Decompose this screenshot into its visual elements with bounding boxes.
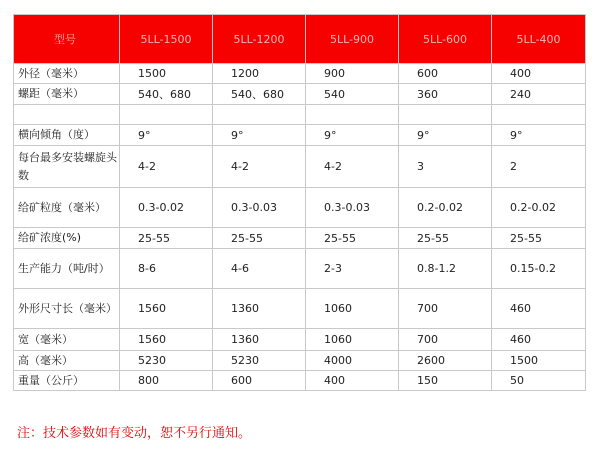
row-pitch — [14, 84, 586, 105]
table-cell: 5230 — [213, 351, 306, 371]
header-5ll-900: 5LL-900 — [306, 15, 399, 64]
header-5ll-400: 5LL-400 — [492, 15, 586, 64]
table-cell: 1060 — [306, 329, 399, 351]
table-cell: 25-55 — [399, 228, 492, 249]
table-cell: 240 — [492, 84, 586, 105]
table-cell: 9° — [306, 125, 399, 146]
table-cell: 4-2 — [306, 146, 399, 188]
row-label: 螺距（毫米） — [14, 84, 120, 105]
table-cell: 700 — [399, 329, 492, 351]
table-cell: 600 — [213, 371, 306, 391]
table-cell: 0.3-0.03 — [306, 188, 399, 228]
row-label: 横向倾角（度） — [14, 125, 120, 146]
table-cell — [120, 105, 213, 125]
table-cell: 1560 — [120, 329, 213, 351]
table-cell: 2 — [492, 146, 586, 188]
table-cell: 1060 — [306, 289, 399, 329]
row-outer-diameter — [14, 64, 586, 84]
table-cell: 2600 — [399, 351, 492, 371]
table-cell: 9° — [399, 125, 492, 146]
table-cell: 0.3-0.03 — [213, 188, 306, 228]
row-weight — [14, 371, 586, 391]
header-row — [14, 15, 586, 64]
table-cell: 5230 — [120, 351, 213, 371]
table-cell: 0.3-0.02 — [120, 188, 213, 228]
spec-table — [13, 14, 586, 391]
table-cell — [213, 105, 306, 125]
table-cell: 540、680 — [120, 84, 213, 105]
table-cell — [399, 105, 492, 125]
table-cell: 540、680 — [213, 84, 306, 105]
table-cell: 1360 — [213, 329, 306, 351]
table-cell: 540 — [306, 84, 399, 105]
table-cell: 460 — [492, 329, 586, 351]
row-height — [14, 351, 586, 371]
header-5ll-1200: 5LL-1200 — [213, 15, 306, 64]
table-cell: 360 — [399, 84, 492, 105]
table-cell: 25-55 — [492, 228, 586, 249]
table-cell: 600 — [399, 64, 492, 84]
table-cell: 4000 — [306, 351, 399, 371]
table-cell: 8-6 — [120, 249, 213, 289]
table-cell: 1360 — [213, 289, 306, 329]
row-max-spiral-heads — [14, 146, 586, 188]
row-length — [14, 289, 586, 329]
row-label: 给矿粒度（毫米） — [14, 188, 120, 228]
table-cell: 3 — [399, 146, 492, 188]
table-cell: 0.2-0.02 — [492, 188, 586, 228]
table-cell: 4-2 — [120, 146, 213, 188]
table-cell: 25-55 — [306, 228, 399, 249]
row-label: 生产能力（吨/时） — [14, 249, 120, 289]
row-label: 外径（毫米） — [14, 64, 120, 84]
table-cell: 900 — [306, 64, 399, 84]
table-cell: 400 — [306, 371, 399, 391]
row-label: 重量（公斤） — [14, 371, 120, 391]
row-blank — [14, 105, 586, 125]
table-cell: 9° — [492, 125, 586, 146]
header-model: 型号 — [14, 15, 120, 64]
row-label: 给矿浓度(%) — [14, 228, 120, 249]
row-lateral-angle — [14, 125, 586, 146]
table-cell: 1500 — [492, 351, 586, 371]
table-cell: 4-2 — [213, 146, 306, 188]
table-cell: 0.2-0.02 — [399, 188, 492, 228]
row-capacity — [14, 249, 586, 289]
table-cell: 25-55 — [213, 228, 306, 249]
table-cell: 50 — [492, 371, 586, 391]
table-cell: 0.8-1.2 — [399, 249, 492, 289]
table-cell: 700 — [399, 289, 492, 329]
table-cell: 150 — [399, 371, 492, 391]
table-cell: 800 — [120, 371, 213, 391]
row-feed-granularity — [14, 188, 586, 228]
table-cell: 9° — [213, 125, 306, 146]
table-cell: 25-55 — [120, 228, 213, 249]
table-cell: 1500 — [120, 64, 213, 84]
table-cell: 0.15-0.2 — [492, 249, 586, 289]
row-width — [14, 329, 586, 351]
row-label: 宽（毫米） — [14, 329, 120, 351]
table-cell — [306, 105, 399, 125]
row-label — [14, 105, 120, 125]
table-cell: 9° — [120, 125, 213, 146]
row-label: 高（毫米） — [14, 351, 120, 371]
table-cell — [492, 105, 586, 125]
header-5ll-1500: 5LL-1500 — [120, 15, 213, 64]
table-cell: 2-3 — [306, 249, 399, 289]
table-cell: 1560 — [120, 289, 213, 329]
row-feed-concentration — [14, 228, 586, 249]
row-label: 每台最多安装螺旋头数 — [14, 146, 120, 188]
disclaimer-note: 注：技术参数如有变动，恕不另行通知。 — [17, 426, 252, 441]
table-cell: 460 — [492, 289, 586, 329]
table-cell: 400 — [492, 64, 586, 84]
header-5ll-600: 5LL-600 — [399, 15, 492, 64]
table-cell: 4-6 — [213, 249, 306, 289]
row-label: 外形尺寸长（毫米） — [14, 289, 120, 329]
table-cell: 1200 — [213, 64, 306, 84]
